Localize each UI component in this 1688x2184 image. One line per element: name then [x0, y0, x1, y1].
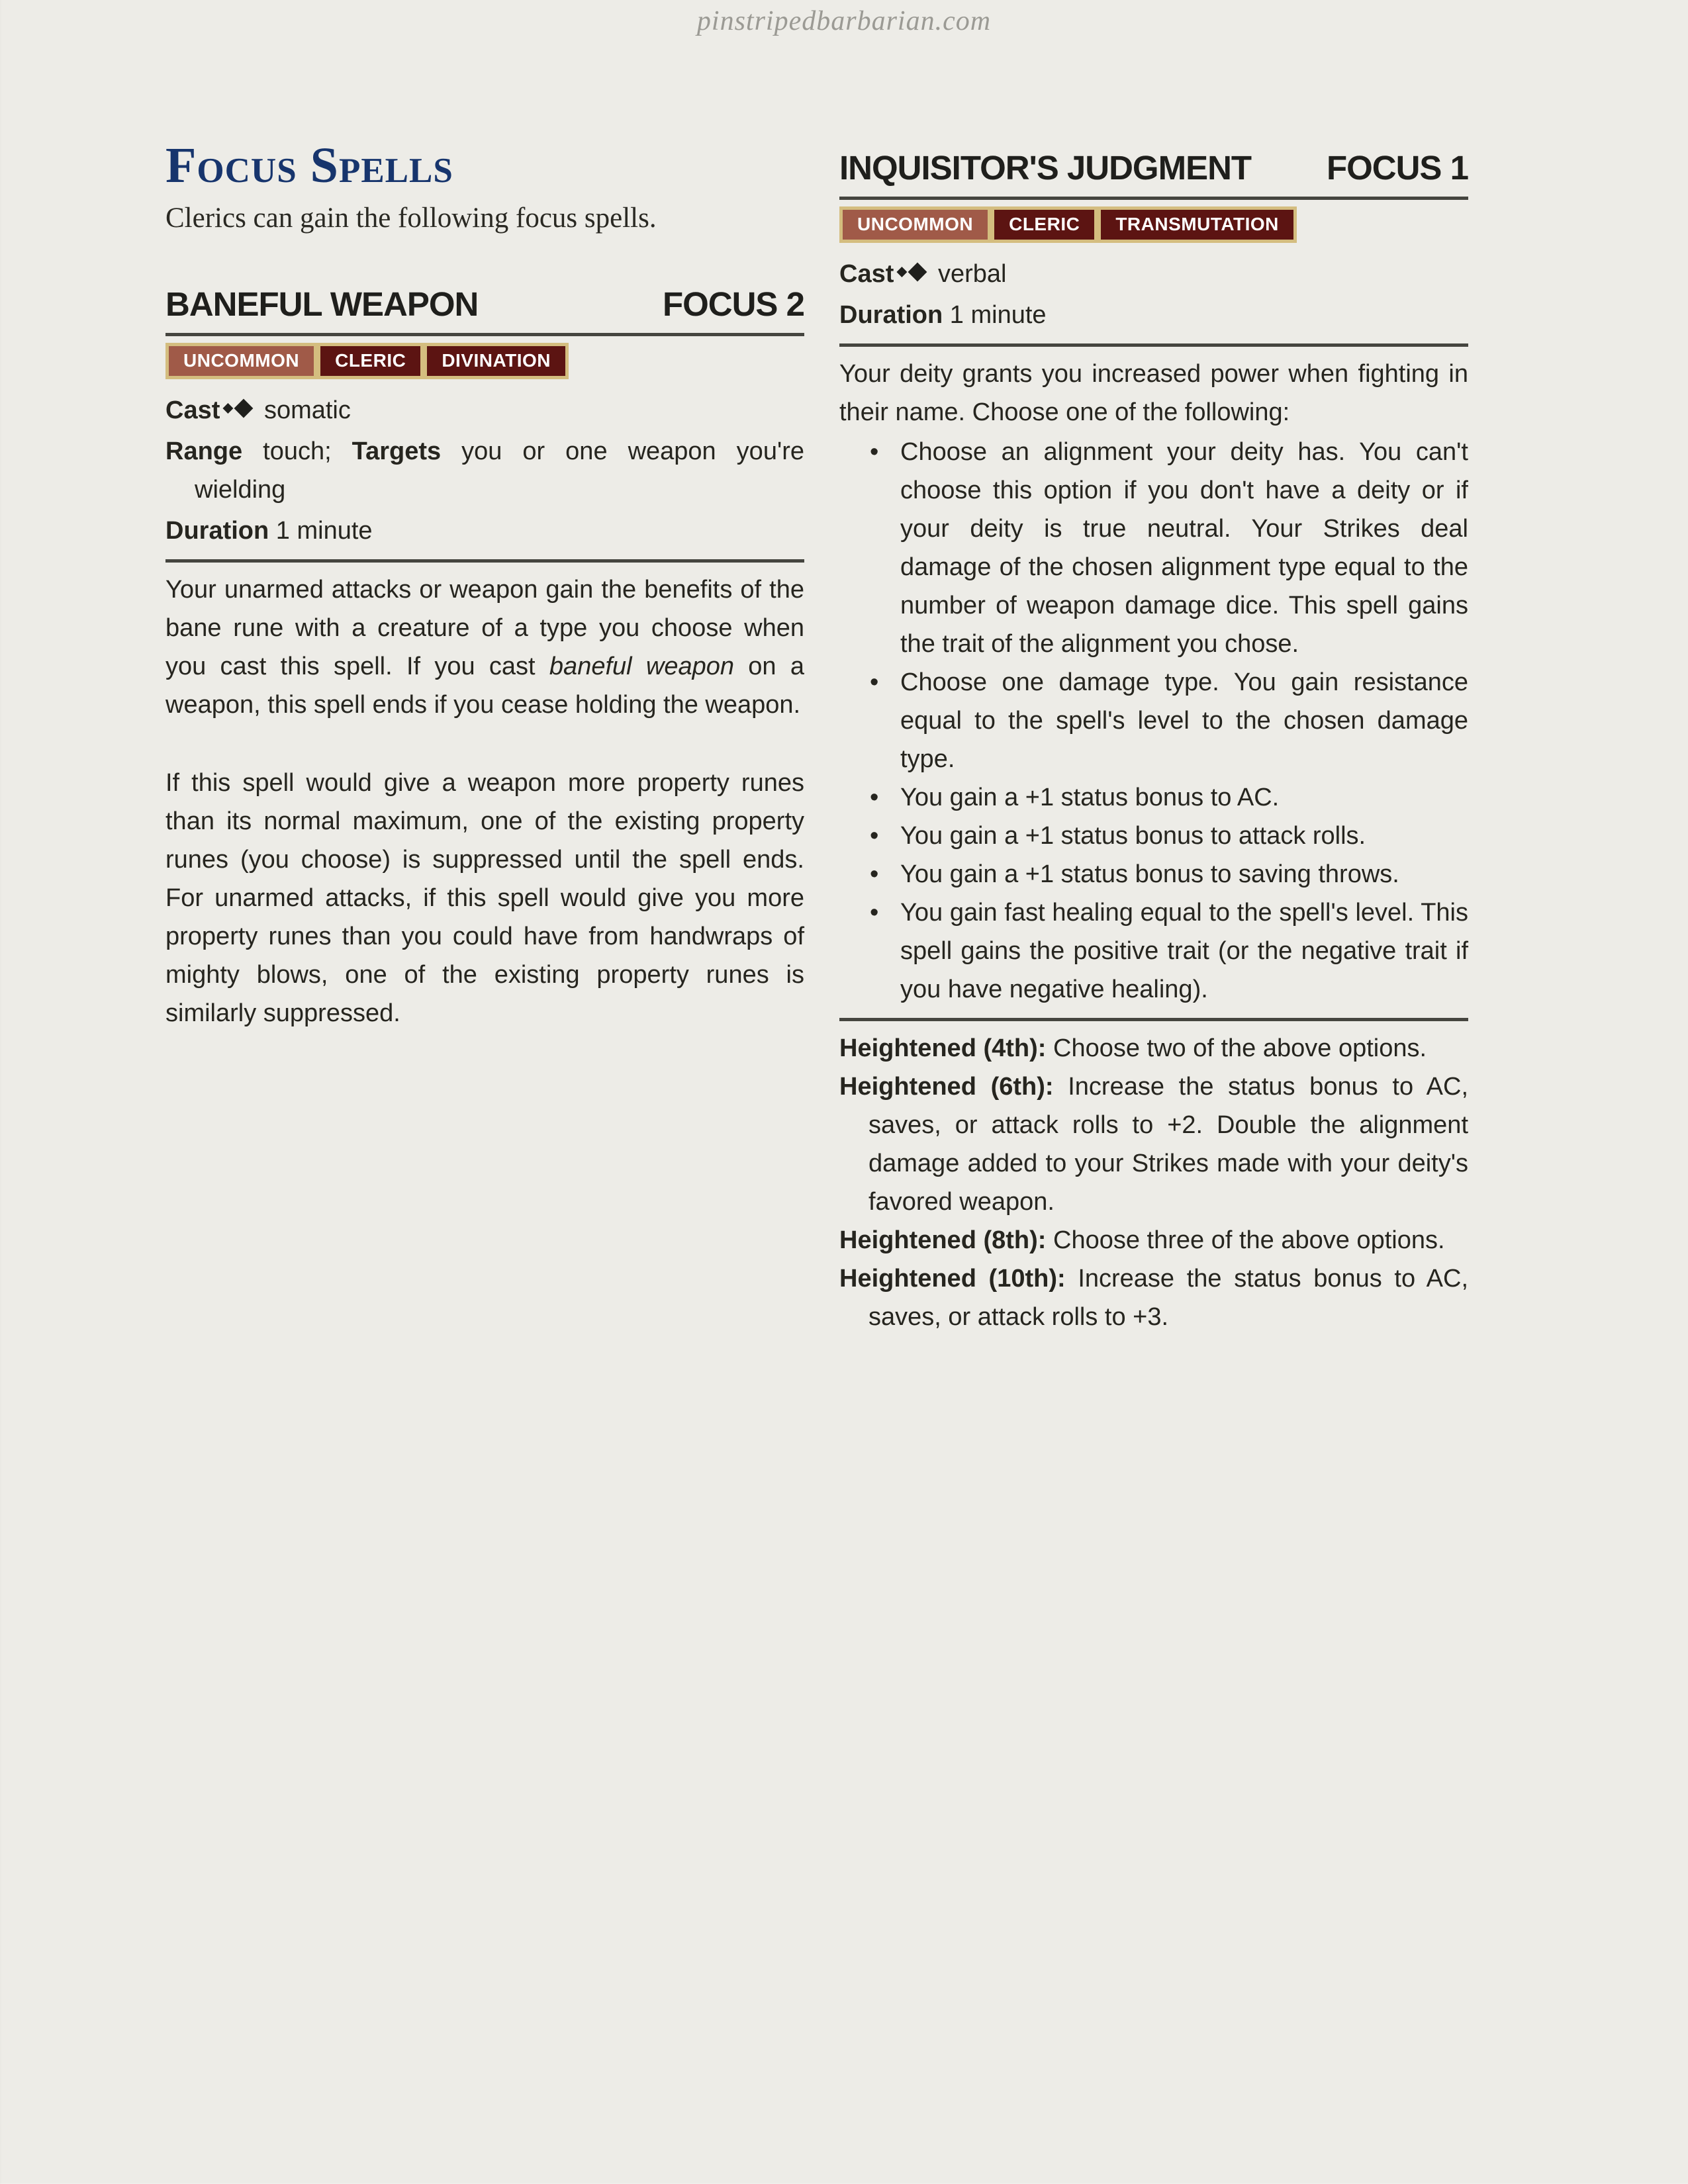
trait-badge-uncommon: UNCOMMON — [165, 343, 317, 379]
stat-value-targets: you or one weapon you're wielding — [195, 437, 804, 504]
spell-card-inquisitors-judgment — [839, 148, 1468, 1336]
spell-header — [165, 285, 804, 336]
stat-label-range: Range — [165, 437, 243, 465]
spell-header — [839, 148, 1468, 200]
spell-name: INQUISITOR'S JUDGMENT — [839, 149, 1252, 187]
trait-badge-uncommon: UNCOMMON — [839, 206, 991, 243]
spell-level-badge: FOCUS 1 — [1326, 149, 1468, 187]
heightened-text: Choose two of the above options. — [1053, 1034, 1427, 1062]
spell-body-paragraph — [165, 570, 804, 724]
stat-label-duration: Duration — [165, 516, 269, 545]
bullet-item: • You gain a +1 status bonus to AC. — [900, 778, 1468, 817]
section-title: Focus Spells — [165, 138, 453, 193]
section-intro: Clerics can gain the following focus spells. — [165, 203, 657, 234]
body-text-segment: Your unarmed attacks or weapon gain the benefits of the bane rune with a creature of a type you choose when you cast this spell. If you cast — [165, 575, 804, 680]
trait-badge-transmutation: TRANSMUTATION — [1098, 206, 1297, 243]
bullet-item: • You gain a +1 status bonus to attack rolls. — [900, 817, 1468, 855]
heightened-text: Choose three of the above options. — [1053, 1226, 1445, 1254]
divider-rule — [165, 559, 804, 563]
heightened-entry-8th — [839, 1221, 1468, 1259]
stat-label-duration: Duration — [839, 301, 943, 329]
heightened-entry-4th — [839, 1029, 1468, 1068]
divider-rule — [839, 343, 1468, 347]
heightened-entry-6th — [839, 1068, 1468, 1221]
single-action-icon — [221, 396, 256, 421]
trait-badge-cleric: CLERIC — [991, 206, 1098, 243]
bullet-item: • You gain fast healing equal to the spell's level. This spell gains the positive trait (or the negative trait if you have negative healing). — [900, 893, 1468, 1009]
trait-badge-divination: DIVINATION — [424, 343, 569, 379]
body-text-segment: on a weapon, this spell ends if you cease holding the weapon. — [165, 652, 804, 719]
stat-line-cast — [165, 391, 804, 430]
heightened-label: Heightened (8th): — [839, 1226, 1047, 1254]
heightened-label: Heightened (4th): — [839, 1034, 1047, 1062]
trait-list — [165, 343, 804, 379]
spell-card-baneful-weapon — [165, 285, 804, 1032]
stat-label-targets: Targets — [352, 437, 442, 465]
heightened-label: Heightened (6th): — [839, 1073, 1054, 1101]
bullet-item: • You gain a +1 status bonus to saving throws. — [900, 855, 1468, 893]
heightened-label: Heightened (10th): — [839, 1265, 1066, 1293]
bullet-item: • Choose one damage type. You gain resistance equal to the spell's level to the chosen damage type. — [900, 663, 1468, 778]
right-column — [839, 148, 1468, 1336]
bullet-item: • Choose an alignment your deity has. You can't choose this option if you don't have a deity or if your deity is true neutral. Your Strikes deal damage of the chosen alignment type equal to the number of weapon damage dice. This spell gains the trait of the alignment you chose. — [900, 433, 1468, 663]
stat-value-cast: somatic — [263, 396, 351, 424]
stat-value-duration: 1 minute — [275, 516, 373, 545]
stat-value-duration: 1 minute — [949, 301, 1047, 329]
stat-value-cast: verbal — [937, 260, 1007, 288]
spell-body-paragraph: If this spell would give a weapon more property runes than its normal maximum, one of the existing property runes (you choose) is suppressed until the spell ends. For unarmed attacks, if this spell would give you more property runes than you could have from handwraps of mighty blows, one of the existing property runes is similarly suppressed. — [165, 768, 804, 1027]
site-header: pinstripedbarbarian.com — [696, 6, 992, 36]
spell-level-badge: FOCUS 2 — [662, 285, 804, 323]
left-column — [165, 140, 804, 1032]
heightened-text: Increase the status bonus to AC, saves, or attack rolls to +2. Double the alignment damage added to your Strikes made with your deity's favored weapon. — [868, 1073, 1468, 1216]
body-text-italic-spell-name: baneful weapon — [549, 652, 734, 680]
stat-value-range: touch; — [263, 437, 332, 465]
bullet-list — [839, 433, 1468, 1009]
single-action-icon — [895, 259, 929, 285]
spell-intro-paragraph: Your deity grants you increased power when fighting in their name. Choose one of the following: — [839, 360, 1468, 426]
heightened-entry-10th — [839, 1259, 1468, 1336]
heightened-text: Increase the status bonus to AC, saves, or attack rolls to +3. — [868, 1265, 1468, 1331]
trait-badge-cleric: CLERIC — [317, 343, 424, 379]
divider-rule — [839, 1018, 1468, 1021]
stat-label-cast: Cast — [839, 260, 894, 288]
stat-label-cast: Cast — [165, 396, 220, 424]
stat-line-duration — [165, 512, 804, 550]
stat-line-range-targets — [165, 432, 804, 509]
spell-name: BANEFUL WEAPON — [165, 285, 479, 323]
stat-line-cast — [839, 255, 1468, 293]
trait-list — [839, 206, 1468, 243]
stat-line-duration — [839, 296, 1468, 334]
